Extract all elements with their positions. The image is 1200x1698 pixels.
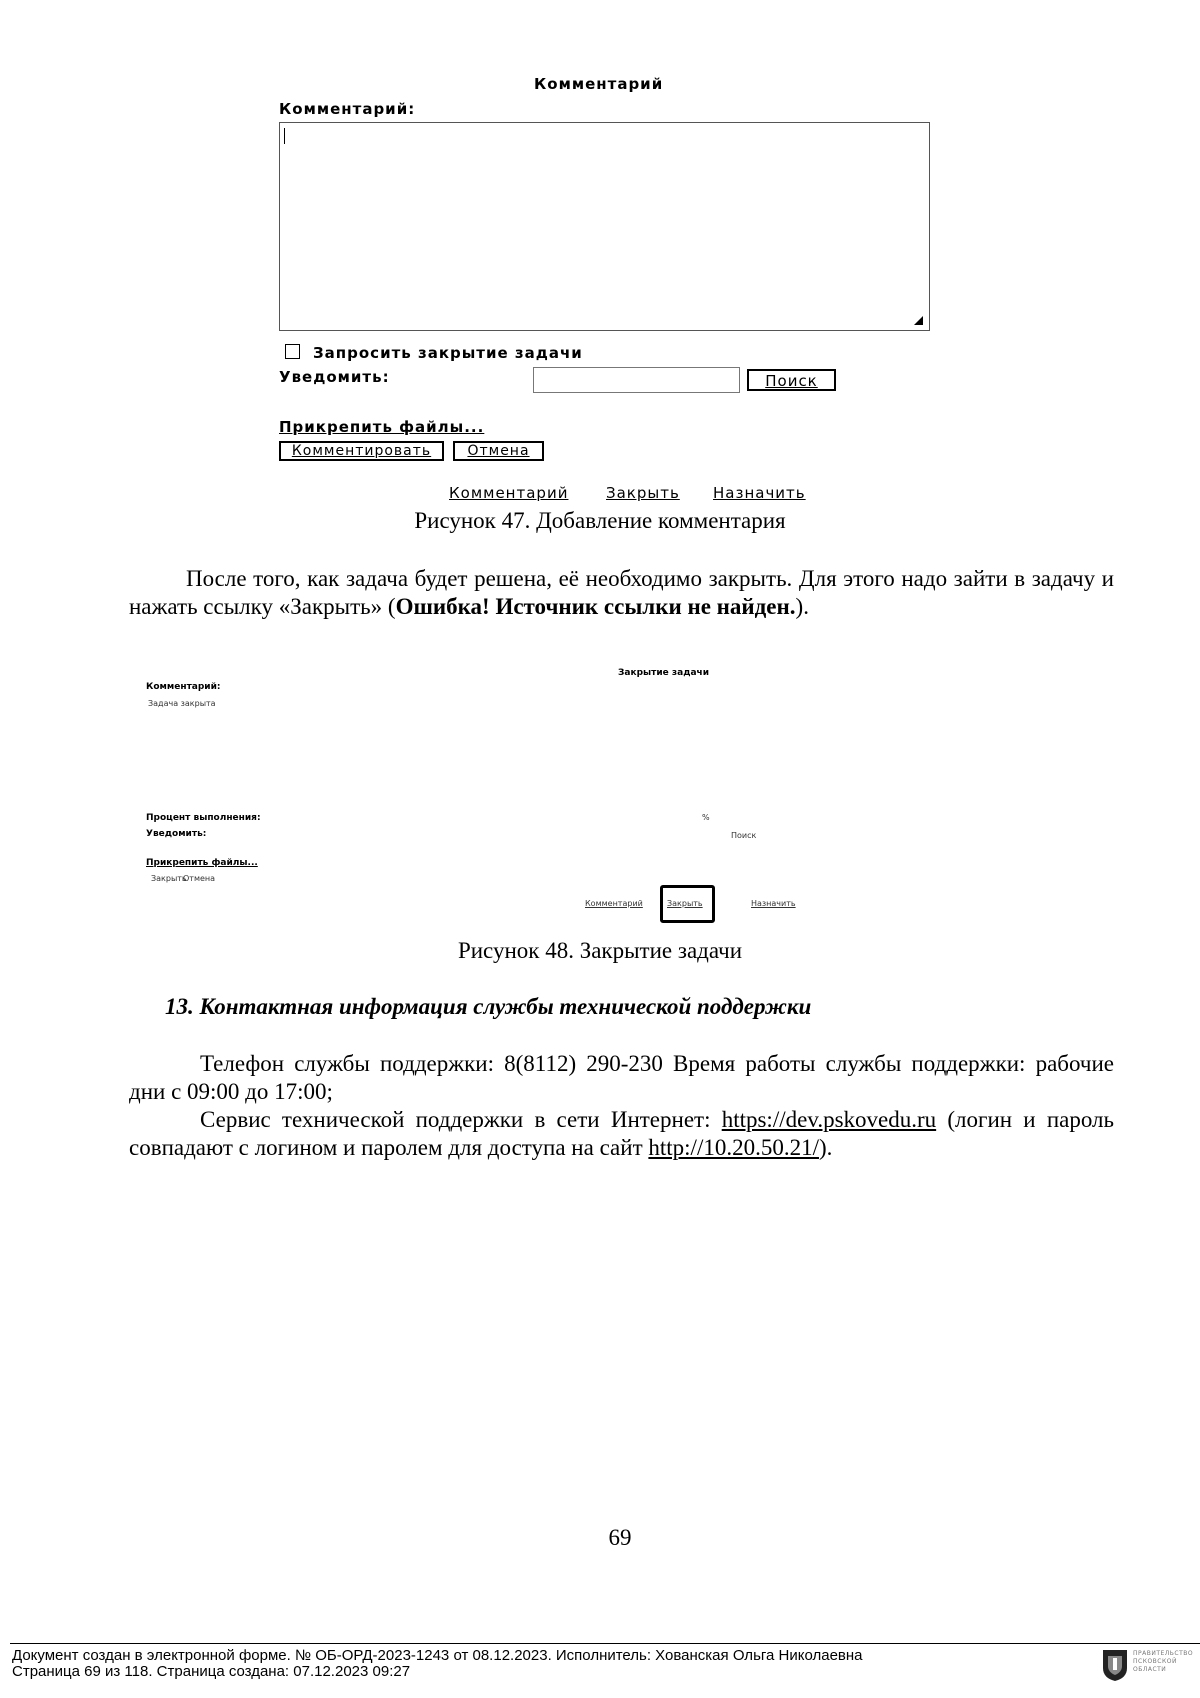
close-comment-label: Комментарий: [146,682,221,692]
figure-48-caption: Рисунок 48. Закрытие задачи [457,938,743,963]
close-attach-files-link[interactable]: Прикрепить файлы... [146,858,258,868]
figure-47-caption: Рисунок 47. Добавление комментария [414,508,786,533]
comment-textarea[interactable] [279,122,930,331]
site-link[interactable]: http://10.20.50.21/ [648,1135,819,1160]
service-text-mid: (логин и пароль совпадают с логином и паролем для доступа на сайт [129,1107,1115,1160]
highlight-frame [660,885,715,923]
link-close[interactable]: Закрыть [606,484,680,502]
footer-divider [10,1643,1200,1644]
comment-button[interactable]: Комментировать [279,441,444,461]
progress-label: Процент выполнения: [146,813,261,823]
close-comment-value[interactable]: Задача закрыта [148,699,216,708]
service-text-end: ). [818,1135,833,1160]
link-assign[interactable]: Назначить [713,484,806,502]
close-link-assign[interactable]: Назначить [751,899,796,908]
close-form-title: Закрытие задачи [618,668,710,678]
link-comment[interactable]: Комментарий [449,484,569,502]
resize-handle-icon[interactable] [914,316,923,325]
request-close-checkbox[interactable] [285,344,300,359]
page-number: 69 [608,1525,632,1550]
close-submit-button[interactable]: Закрыть [151,874,187,883]
comment-form-title: Комментарий [534,75,664,93]
close-notify-label: Уведомить: [146,829,207,839]
progress-unit: % [702,813,710,822]
coat-of-arms-logo [1100,1648,1130,1682]
notify-label: Уведомить: [279,368,390,386]
close-link-close[interactable]: Закрыть [667,899,703,908]
notify-input[interactable] [533,367,740,393]
service-paragraph [129,1106,1114,1162]
logo-caption: ПРАВИТЕЛЬСТВО ПСКОВСКОЙ ОБЛАСТИ [1133,1650,1194,1673]
section-heading: 13. Контактная информация службы технической поддержки [165,994,812,1019]
close-search-button[interactable]: Поиск [731,831,757,840]
comment-label: Комментарий: [279,100,416,118]
search-button[interactable]: Поиск [747,369,836,391]
error-reference: Ошибка! Источник ссылки не найден. [395,594,796,619]
footer-line-2: Страница 69 из 118. Страница создана: 07.12.2023 09:27 [12,1663,411,1680]
service-link[interactable]: https://dev.pskovedu.ru [721,1107,937,1132]
service-text: Сервис технической поддержки в сети Интернет: [200,1107,711,1132]
paragraph-text-end: ). [795,594,809,619]
paragraph-text: После того, как задача будет решена, её необходимо закрыть. Для этого надо зайти в задачу и нажать ссылку «Закрыть» ( [129,566,1114,619]
text-caret [284,128,285,144]
cancel-button[interactable]: Отмена [453,441,544,461]
footer-line-1: Документ создан в электронной форме. № ОБ-ОРД-2023-1243 от 08.12.2023. Исполнитель: Хованская Ольга Николаевна [12,1647,863,1664]
close-cancel-button[interactable]: Отмена [183,874,216,883]
attach-files-link[interactable]: Прикрепить файлы... [279,418,485,436]
phone-paragraph: Телефон службы поддержки: 8(8112) 290-230 Время работы службы поддержки: рабочие дни с 09:00 до 17:00; [129,1051,1114,1104]
request-close-label: Запросить закрытие задачи [313,344,583,362]
close-task-paragraph [129,565,1114,621]
close-link-comment[interactable]: Комментарий [585,899,643,908]
